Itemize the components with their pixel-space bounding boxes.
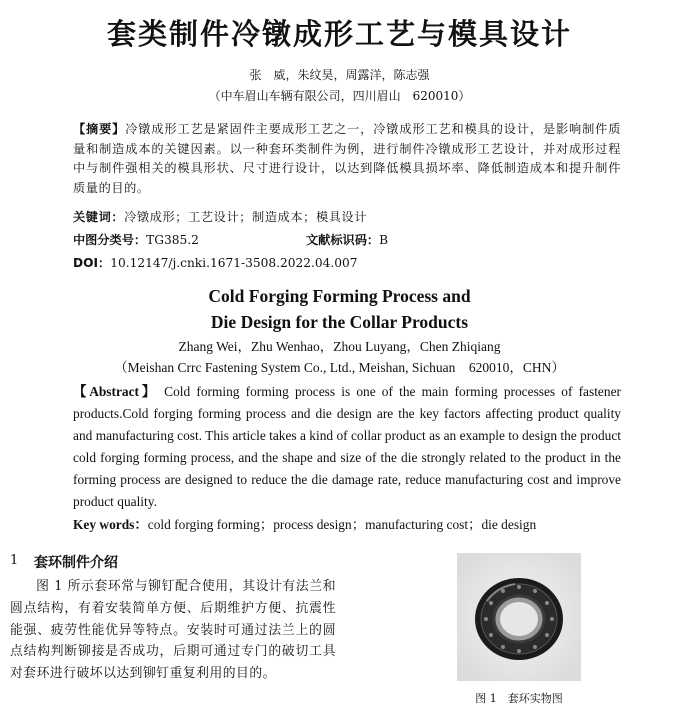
keywords-cn-label: 关键词： — [73, 210, 125, 224]
section-paragraph — [10, 576, 336, 685]
abstract-cn-label: 【摘要】 — [73, 122, 126, 136]
section-number: 1 — [10, 553, 19, 568]
doi-label: DOI： — [73, 256, 111, 270]
classification-label: 中图分类号： — [73, 233, 147, 247]
document-code-label: 文献标识码： — [306, 233, 380, 247]
keywords-en — [73, 514, 536, 533]
paper-title-cn: 套类制件冷镦成形工艺与模具设计 — [106, 17, 572, 51]
abstract-en-label: 【Abstract】 — [73, 384, 159, 399]
authors-cn: 张 威，朱纹昊，周露洋，陈志强 — [249, 68, 430, 82]
abstract-cn — [73, 120, 621, 198]
document-code-value: B — [379, 233, 389, 247]
document-code — [306, 231, 388, 248]
authors-en: Zhang Wei，Zhu Wenhao，Zhou Luyang，Chen Zhiqiang — [178, 339, 501, 354]
doi-value: 10.12147/j.cnki.1671-3508.2022.04.007 — [110, 256, 358, 270]
affiliation-en: （Meishan Crrc Fastening System Co., Ltd., Meishan, Sichuan 620010，CHN） — [114, 360, 565, 375]
figure-collar-photo — [457, 553, 581, 681]
abstract-en — [73, 381, 621, 513]
classification-number — [73, 231, 199, 248]
title-en-line1: Cold Forging Forming Process and — [208, 286, 471, 306]
section-paragraph-text: 图 1 所示套环常与铆钉配合使用，其设计有法兰和圆点结构，有着安装简单方便、后期维护方便、抗震性能强、疲劳性能优异等特点。安装时可通过法兰上的圆点结构判断铆接是否成功，后期可通过专门的破切工具对套环进行破坏以达到铆钉重复利用的目的。 — [10, 579, 336, 682]
doi — [73, 254, 358, 271]
paper-title-en — [0, 283, 679, 335]
figure-caption: 图 1 套环实物图 — [475, 692, 563, 705]
keywords-en-label: Key words： — [73, 517, 148, 532]
section-title: 套环制件介绍 — [34, 555, 118, 571]
keywords-cn — [73, 208, 367, 225]
abstract-cn-text: 冷镦成形工艺是紧固件主要成形工艺之一，冷镦成形工艺和模具的设计，是影响制件质量和制造成本的关键因素。以一种套环类制件为例，进行制件冷镦成形工艺设计，并对成形过程中与制件强相关的模具形状、尺寸进行设计，以达到降低模具损坏率、降低制造成本和提升制件质量的目的。 — [73, 122, 621, 195]
classification-value: TG385.2 — [146, 233, 199, 247]
affiliation-cn: （中车眉山车辆有限公司，四川眉山 620010） — [208, 89, 471, 103]
abstract-en-text: Cold forming forming process is one of the main forming processes of fastener products.Cold forging forming process and die design are the key factors affecting product quality and manufacturing cost. This article takes a kind of collar product as an example to design the product cold forging forming process, and the shape and size of the die strongly related to the product in the forming process are designed to reduce the die damage rate, reduce manufacturing cost and improve product quality. — [73, 384, 621, 509]
keywords-en-text: cold forging forming；process design；manufacturing cost；die design — [147, 517, 537, 532]
keywords-cn-text: 冷镦成形；工艺设计；制造成本；模具设计 — [124, 210, 368, 224]
title-en-line2: Die Design for the Collar Products — [210, 312, 469, 332]
